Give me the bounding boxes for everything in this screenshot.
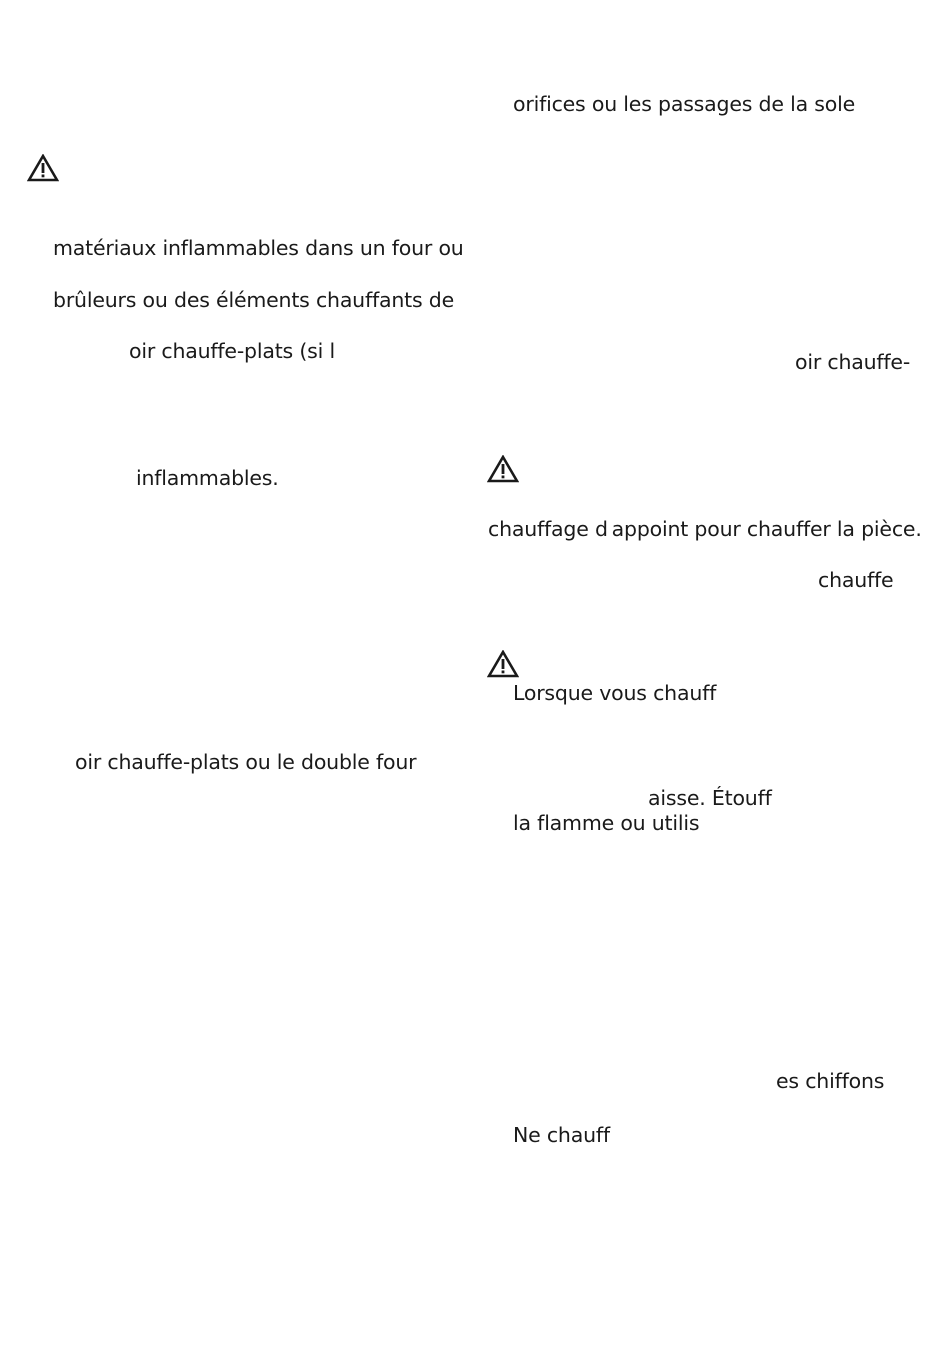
right-text-line: orifices ou les passages de la sole (513, 92, 855, 116)
right-text-line: chauffage d appoint pour chauffer la pièce. (488, 517, 922, 541)
right-text-line: aisse. Étouff (648, 786, 772, 810)
warning-triangle-icon (487, 650, 519, 678)
right-text-line: Lorsque vous chauff (513, 681, 717, 705)
left-text-line: oir chauffe-plats ou le double four (75, 750, 417, 774)
left-text-line: inflammables. (136, 466, 279, 490)
right-text-line: chauffe (818, 568, 894, 592)
left-text-line: oir chauffe-plats (si l (129, 339, 335, 363)
right-text-line: oir chauffe- (795, 350, 911, 374)
left-text-line: brûleurs ou des éléments chauffants de (53, 288, 455, 312)
warning-triangle-icon (487, 455, 519, 483)
right-text-line: la flamme ou utilis (513, 811, 700, 835)
right-text-line: Ne chauff (513, 1123, 610, 1147)
right-text-line: es chiffons (776, 1069, 885, 1093)
left-text-line: matériaux inflammables dans un four ou (53, 236, 464, 260)
warning-triangle-icon (27, 154, 59, 182)
